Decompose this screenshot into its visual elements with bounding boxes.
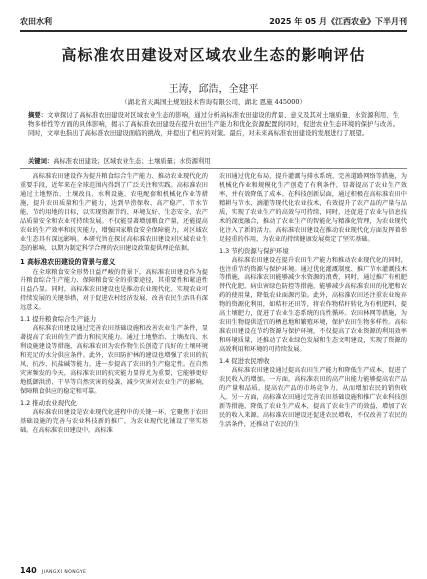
- body-paragraph: 高标准农田建设通过提高农田生产能力和降低生产成本，促进了农民收入的增加。一方面，高标准农田的高产出能力能够提高农产品的产量和品质，提高农产品的市场竞争力，从而增加农民的销售收入。另一方面，高标准农田通过完善农田基础设施和推广农业科技创新等措施，降低了农业生产成本，提高了农业生产的效益，增加了农民的收入来源。高标准农田建设还促进农民增收，不仅改善了农民的生活条件，还推动了农民的生: [219, 367, 407, 428]
- article-title: 高标准农田建设对区域农业生态的影响评估: [61, 46, 366, 64]
- keywords-label: 关键词：: [28, 158, 54, 165]
- body-paragraph: 高标准农田建设是农业现代化进程中的关键一环，它聚焦于农田基础设施的完善与农业科技新的推广，为农业现代化铺设了坚实基础。在高标准农田建设中，高标准: [20, 408, 208, 434]
- subsection-heading: 1.4 促进农民增收: [219, 357, 270, 366]
- left-column: [20, 173, 208, 436]
- header-divider: [20, 30, 407, 32]
- body-paragraph: 高标准农田建设通过完善农田基础设施和改善农业生产条件，显著提高了农田的生产潜力和抗灾能力。通过土地整治、土壤改良、水利设施建设等措施，高标准农田为农作物生长创造了良好的土壤环境和充足的水分供应条件。此外，农田防护林的建设也增强了农田的抗风、抗沙、抗盐碱等能力，进一步提高了农田的生产稳定性。在自然灾害频发的今天，高标准农田的抗灾能力显得尤为重要，它能够更好地抵御洪涝、干旱等自然灾害的侵袭，减少灾害对农业生产的影响，保障粮食供应的稳定和可靠。: [20, 325, 208, 395]
- author-affiliation: （湖北省天禹国土规划技术咨询有限公司，湖北 恩施 445000）: [121, 98, 306, 106]
- body-paragraph: 农田通过优化布局，提升灌溉与排水系统、完善道路网络等措施，为机械化作业和规模化生产创造了有利条件，显著提高了农业生产效率，并有效降低了成本。在科技创新层面，通过积极在高标准农田中精耕与节水、滴灌等现代化农业技术，有效提升了农产品的产量与品质，实现了农业生产的高效与可持续，同时，还促进了农业与信息技术的深度融合，推动了农业生产的智能化与精准化管理，为农业现代化注入了新的活力。高标准农田建设在推动农业现代化方面发挥着举足轻重的作用，为农业的持续健康发展奠定了坚实基础。: [219, 173, 407, 243]
- page-footer: [20, 566, 87, 575]
- running-header: [20, 14, 407, 28]
- abstract-divider: [20, 168, 407, 169]
- article-authors: 王涛，邱浩，全建平: [168, 84, 259, 95]
- header-issue: 2025 年 05 月《江西农业》下半月刊: [269, 17, 407, 26]
- body-paragraph: 高标准农田建设在提升农田生产能力和推动农业现代化的同时，也注重节约资源与保护环境。通过优化灌溉制度、推广节水灌溉技术等措施，高标准农田能够减少水资源的浪费，同时，通过推广有机肥替代化肥，病虫害绿色防控等措施，能够减少高标准农田的化肥和农药的使用量，降低农业面源污染。此外，高标准农田还注重农业废弃物的资源化利用，如秸秆还田等，将农作物秸秆转化为有机肥料，提高土壤肥力，促进了农业生态系统的良性循环。农田林网等措施，为农田生物提供适宜的栖息地和繁殖环境，保护农田生物多样性。高标准农田建设在节约资源与保护环境，不仅提高了农业资源的利用效率和环境质量，还推动了农业绿色发展和生态文明建设，实现了资源的高效利用和环境的可持续发展。: [219, 256, 407, 354]
- journal-name: JIANGXI NONGYE: [41, 570, 87, 575]
- body-paragraph: 高标准农田建设作为提升粮食综合生产能力、推动农业现代化的重要手段，近年来在全球范围内得到了广泛关注和实践。高标准农田通过土地整治、土壤改良、水利设施、农电配套和机械化作业等措施，提升农田质量和生产能力，达到旱涝保收、高产稳产、节水节能、节约用地的目标，以实现资源节约、环境友好、生态安全、农产品质量安全和农业可持续发展。不仅能显著增加粮食产量，还能提高农业的生产效率和抗灾能力，增强国家粮食安全保障能力，对区域农业生态具有深远影响。本研究旨在探讨高标准农田建设对区域农业生态的影响，以期为制定科学合理的农田建设政策提供理论依据。: [20, 173, 208, 252]
- abstract: [28, 112, 399, 139]
- body-paragraph: 在全球粮食安全形势日益严峻的背景下，高标准农田建设作为提升粮食综合生产能力、保障粮食安全的重要途径，其重要性和紧迫性日益凸显。同时，高标准农田建设也是推动农业现代化、实现农业可持续发展的关键举措，对于促进农村经济发展、改善农民生活具有深远意义。: [20, 268, 208, 312]
- subsection-heading: 1.1 提升粮食综合生产能力: [20, 315, 97, 324]
- right-column: [219, 173, 407, 430]
- keywords-text: 高标准农田建设；区域农业生态；土壤质量；水资源利用: [53, 158, 211, 165]
- keywords: [28, 157, 399, 166]
- subsection-heading: 1.2 推动农业现代化: [20, 398, 77, 407]
- section-heading: 1 高标准农田建设的背景与意义: [20, 257, 116, 266]
- header-section: 农田水利: [20, 17, 52, 26]
- abstract-text: 文章探讨了高标准农田建设对区域农业生态的影响，通过分析高标准农田建设的背景、意义及其对土壤质量、水资源利用、生物多样性等方面的具体影响，揭示了高标准农田建设在提升农田生产能力和优化资源配置的同时，促进农业生态环境的保护与改善。同时，文章也指出了高标准农田建设面临的挑战，并提出了相应的对策。最后，对未来高标准农田建设的发展进行了展望。: [28, 112, 400, 137]
- subsection-heading: 1.3 节约资源与保护环境: [219, 246, 289, 255]
- abstract-label: 摘要：: [28, 112, 48, 119]
- page-number: 140: [20, 566, 37, 575]
